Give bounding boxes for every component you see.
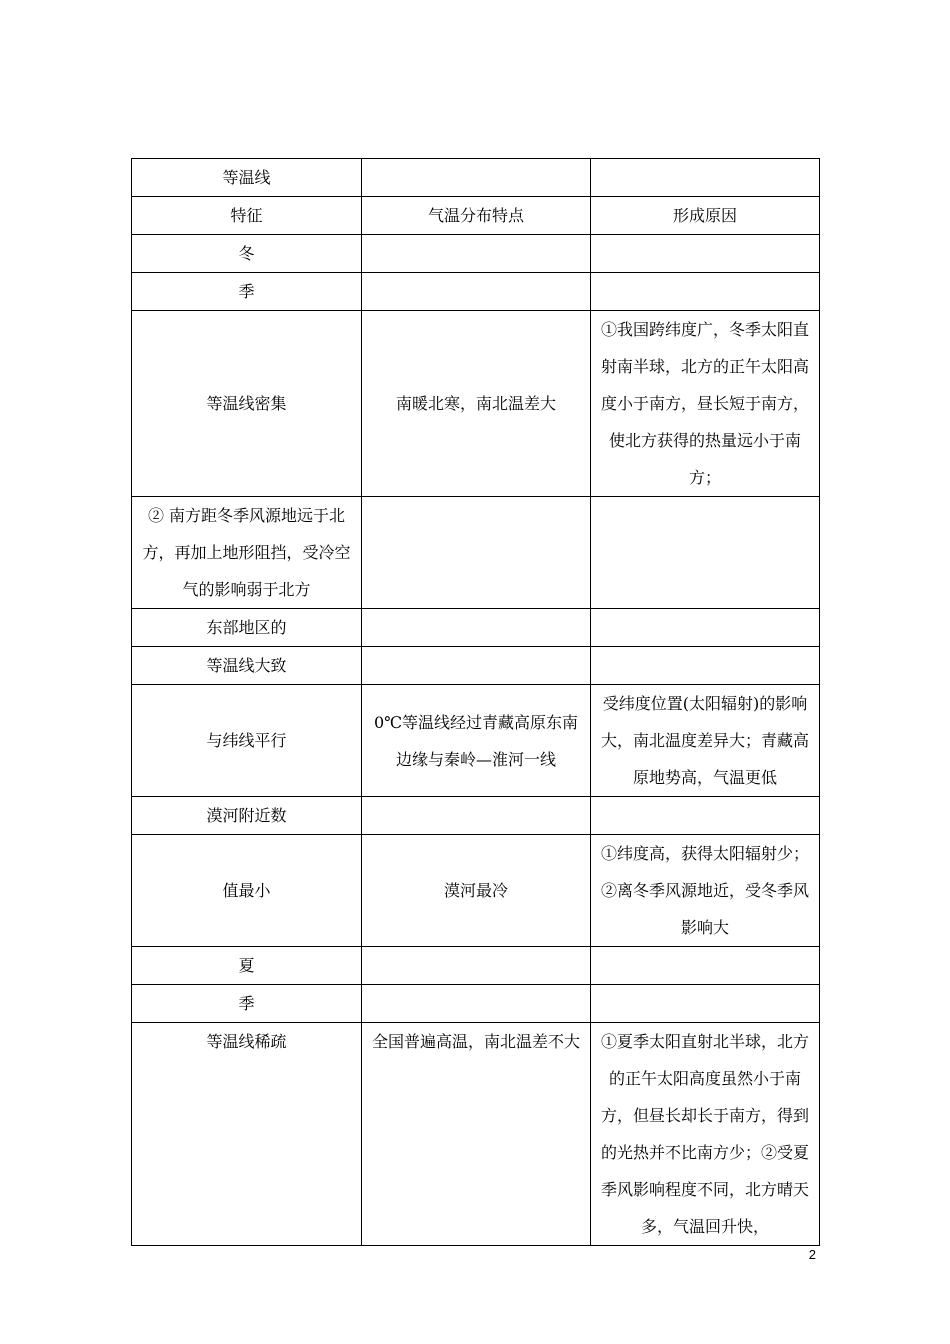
table-cell: ①夏季太阳直射北半球，北方的正午太阳高度虽然小于南方，但昼长却长于南方，得到的光热并不比南方少；②受夏季风影响程度不同，北方晴天多，气温回升快， xyxy=(591,1023,820,1246)
table-cell xyxy=(362,235,591,273)
table-cell xyxy=(362,985,591,1023)
table-cell xyxy=(591,947,820,985)
table-cell: 全国普遍高温，南北温差不大 xyxy=(362,1023,591,1246)
table-row xyxy=(132,609,820,647)
table-cell xyxy=(362,609,591,647)
table-row xyxy=(132,685,820,797)
table-row xyxy=(132,497,820,609)
table-cell: 值最小 xyxy=(132,835,362,947)
table-row xyxy=(132,273,820,311)
table-cell xyxy=(591,159,820,197)
table-row xyxy=(132,985,820,1023)
table-cell: 0℃等温线经过青藏高原东南边缘与秦岭—淮河一线 xyxy=(362,685,591,797)
column-header-feature: 特征 xyxy=(132,197,362,235)
table-cell: ①我国跨纬度广，冬季太阳直射南半球，北方的正午太阳高度小于南方，昼长短于南方，使北方获得的热量远小于南方； xyxy=(591,311,820,497)
table-cell xyxy=(591,797,820,835)
table-cell: 季 xyxy=(132,985,362,1023)
table-row xyxy=(132,159,820,197)
table-row xyxy=(132,1023,820,1246)
table-cell: 等温线大致 xyxy=(132,647,362,685)
table-row xyxy=(132,647,820,685)
table-cell xyxy=(591,235,820,273)
table-cell xyxy=(362,797,591,835)
table-cell: 漠河最冷 xyxy=(362,835,591,947)
table-cell: 夏 xyxy=(132,947,362,985)
table-cell: 漠河附近数 xyxy=(132,797,362,835)
table-row xyxy=(132,835,820,947)
table-cell xyxy=(362,647,591,685)
table-cell xyxy=(591,647,820,685)
table-row xyxy=(132,311,820,497)
temperature-table-container xyxy=(131,158,819,1246)
table-cell: 冬 xyxy=(132,235,362,273)
table-cell xyxy=(591,609,820,647)
table-cell: 受纬度位置(太阳辐射)的影响大，南北温度差异大；青藏高原地势高，气温更低 xyxy=(591,685,820,797)
table-cell xyxy=(362,497,591,609)
table-cell: 南暖北寒，南北温差大 xyxy=(362,311,591,497)
table-cell xyxy=(591,985,820,1023)
table-row xyxy=(132,797,820,835)
table-cell: 与纬线平行 xyxy=(132,685,362,797)
table-cell: 季 xyxy=(132,273,362,311)
temperature-distribution-table xyxy=(131,158,820,1246)
table-cell xyxy=(362,273,591,311)
table-cell xyxy=(591,273,820,311)
column-header-distribution: 气温分布特点 xyxy=(362,197,591,235)
table-row xyxy=(132,235,820,273)
column-header-cause: 形成原因 xyxy=(591,197,820,235)
table-row xyxy=(132,947,820,985)
table-cell xyxy=(362,159,591,197)
table-header-row xyxy=(132,197,820,235)
table-cell: 东部地区的 xyxy=(132,609,362,647)
table-cell: 等温线密集 xyxy=(132,311,362,497)
table-cell xyxy=(591,497,820,609)
table-cell xyxy=(362,947,591,985)
table-cell: 等温线 xyxy=(132,159,362,197)
table-cell: 等温线稀疏 xyxy=(132,1023,362,1246)
page-number: 2 xyxy=(808,1247,816,1262)
table-cell: ② 南方距冬季风源地远于北方，再加上地形阻挡，受冷空气的影响弱于北方 xyxy=(132,497,362,609)
table-cell: ①纬度高，获得太阳辐射少；②离冬季风源地近，受冬季风影响大 xyxy=(591,835,820,947)
